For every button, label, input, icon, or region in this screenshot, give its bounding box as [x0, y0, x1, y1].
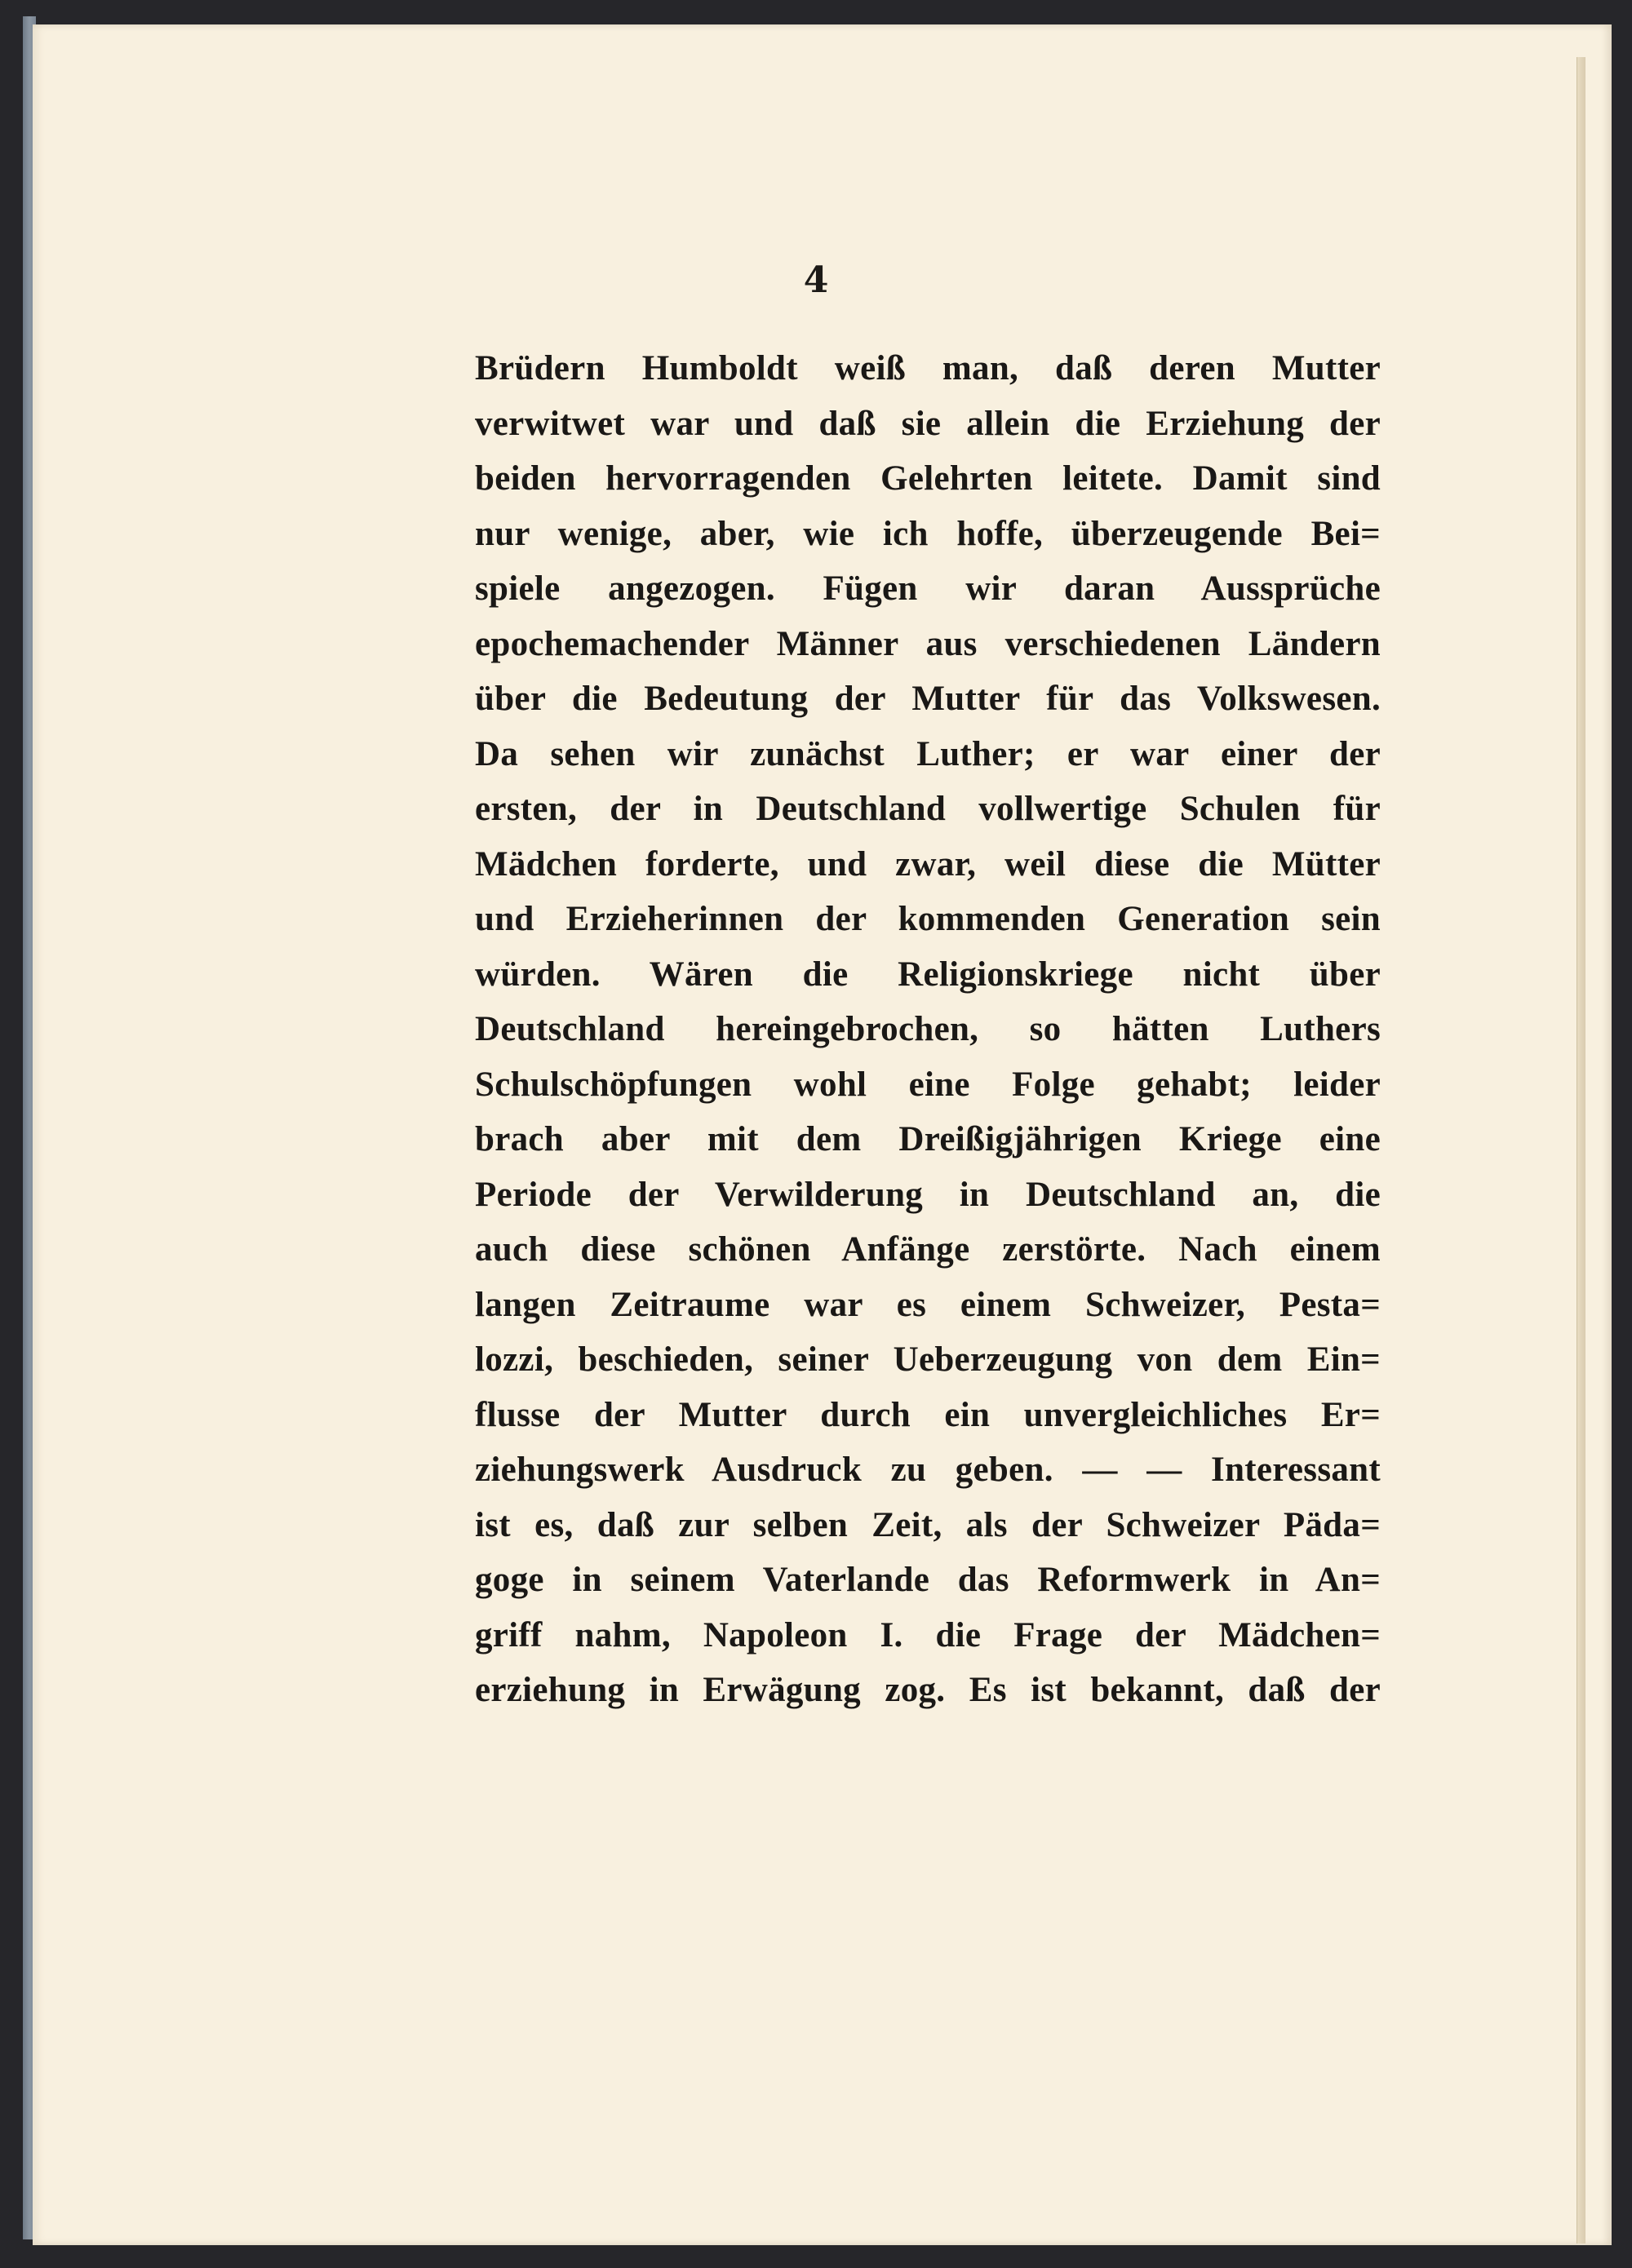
text-line: ist es, daß zur selben Zeit, als der Schweizer Päda=	[475, 1505, 1381, 1544]
text-line: Deutschland hereingebrochen, so hätten Luthers	[475, 1010, 1381, 1048]
text-line: brach aber mit dem Dreißigjährigen Kriege eine	[475, 1120, 1381, 1158]
text-line: würden. Wären die Religionskriege nicht über	[475, 955, 1381, 994]
text-line: flusse der Mutter durch ein unvergleichliches Er=	[475, 1395, 1381, 1434]
page-number: 4	[803, 259, 829, 301]
text-line: griff nahm, Napoleon I. die Frage der Mädchen=	[475, 1615, 1381, 1654]
facing-page-edge	[1577, 57, 1585, 2244]
body-text	[475, 341, 1381, 1718]
text-line: lozzi, beschieden, seiner Ueberzeugung von dem Ein=	[475, 1340, 1381, 1379]
text-line: beiden hervorragenden Gelehrten leitete. Damit sind	[475, 459, 1381, 498]
text-line: Schulschöpfungen wohl eine Folge gehabt; leider	[475, 1065, 1381, 1104]
text-line: über die Bedeutung der Mutter für das Volkswesen.	[475, 680, 1381, 718]
text-line: und Erzieherinnen der kommenden Generation sein	[475, 900, 1381, 938]
text-line: verwitwet war und daß sie allein die Erziehung der	[475, 404, 1381, 443]
text-line: ersten, der in Deutschland vollwertige Schulen für	[475, 790, 1381, 828]
text-line: epochemachender Männer aus verschiedenen Ländern	[475, 624, 1381, 663]
text-line: Mädchen forderte, und zwar, weil diese die Mütter	[475, 844, 1381, 884]
text-line: erziehung in Erwägung zog. Es ist bekannt, daß der	[475, 1671, 1381, 1709]
text-line: Brüdern Humboldt weiß man, daß deren Mutter	[475, 349, 1381, 388]
text-line: auch diese schönen Anfänge zerstörte. Nach einem	[475, 1230, 1381, 1269]
text-line: nur wenige, aber, wie ich hoffe, überzeugende Bei=	[475, 514, 1381, 553]
text-line: ziehungswerk Ausdruck zu geben. — — Interessant	[475, 1451, 1381, 1489]
text-line: langen Zeitraume war es einem Schweizer, Pesta=	[475, 1285, 1381, 1324]
text-line: Da sehen wir zunächst Luther; er war einer der	[475, 734, 1381, 773]
text-line: Periode der Verwilderung in Deutschland an, die	[475, 1175, 1381, 1214]
text-line: goge in seinem Vaterlande das Reformwerk in An=	[475, 1561, 1381, 1599]
text-line: spiele angezogen. Fügen wir daran Aussprüche	[475, 569, 1381, 608]
